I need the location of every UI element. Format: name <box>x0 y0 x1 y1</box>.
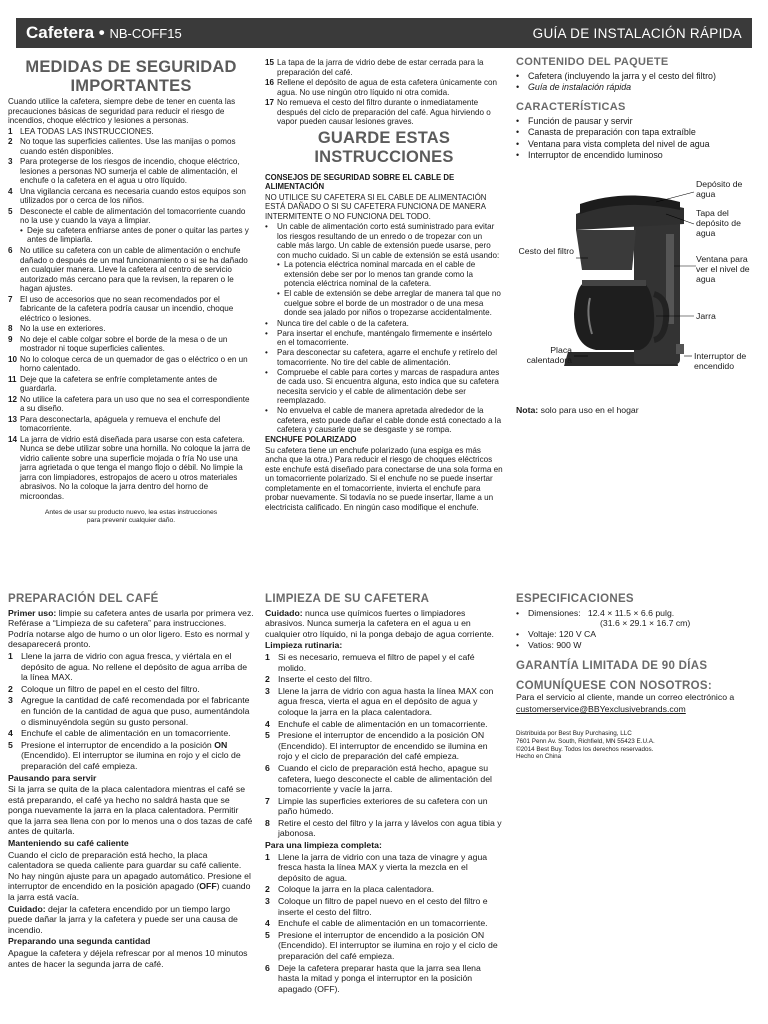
specs-section <box>516 594 756 761</box>
routine-cleaning-heading: Limpieza rutinaria: <box>265 640 343 651</box>
safety-item: 16 Rellene el depósito de agua de esta cafetera únicamente con agua. No use ningún otro líquido ni otra comida. <box>265 78 498 97</box>
safety-item: 10 No lo coloque cerca de un quemador de gas o eléctrico o en un horno calentado. <box>8 354 248 373</box>
safety-item: 13 Para desconectarla, apáguela y remueva el enchufe del tomacorriente. <box>8 414 221 433</box>
safety-list-continued <box>265 58 503 127</box>
contact-text: Para el servicio al cliente, mande un correo electrónico a <box>516 692 735 703</box>
safety-item: 4 Una vigilancia cercana es necesaria cuando estos equipos son utilizados por o cerca de los niños. <box>8 186 246 205</box>
brand-name: Cafetera <box>26 23 95 42</box>
safety-title: MEDIDAS DE SEGURIDAD IMPORTANTES <box>25 58 237 95</box>
safety-item: 3 Para protegerse de los riesgos de incendio, choque eléctrico, lesiones a personas NO sumerja el cable de alimentación, el enchufe o la cafetera en el agua u otro líquido. <box>8 157 240 185</box>
package-title: CONTENIDO DEL PAQUETE <box>516 56 669 68</box>
label-carafe: Jarra <box>696 311 716 321</box>
cleaning-step: 7 Limpie las superficies exteriores de su cafetera con un paño húmedo. <box>265 795 488 817</box>
cord-tip: • Para insertar el enchufe, manténgalo firmemente e insértelo en el tomacorriente. <box>265 329 503 348</box>
label-reservoir-lid: Tapa del depósito de agua <box>696 208 741 238</box>
header-bar <box>16 18 752 48</box>
specs-title: ESPECIFICACIONES <box>516 593 634 605</box>
specs-list <box>516 608 756 651</box>
cord-tips-list <box>265 222 503 435</box>
package-features-section <box>516 58 756 162</box>
contact-email-link[interactable]: customerservice@BBYexclusivebrands.com <box>516 703 686 714</box>
cleaning-step: 1 Si es necesario, remueva el filtro de papel y el café molido. <box>265 651 475 673</box>
feature-item: • Función de pausar y servir <box>516 116 756 127</box>
distribution-info: Distribuida por Best Buy Purchasing, LLC 7601 Penn Av. South, Richfield, MN 55423 E.U.A. ©2014 Best Buy. Todos los derechos reservados. Hecho en China <box>516 730 655 761</box>
label-water-reservoir: Depósito de agua <box>696 179 743 199</box>
prep-caution: Cuidado: dejar la cafetera encendido por un tiempo largo puede dañar la jarra y la cafetera y puede ser una causa de incendio. <box>8 903 238 935</box>
cord-tip: • Compruebe el cable para cortes y marcas de raspadura antes de cada uso. Si encuentra alguna, esto indica que su cafetera necesita servicio y el cable de alimentación debe ser reemplazado. <box>265 368 503 406</box>
title-separator: • <box>94 23 110 42</box>
contact-title: COMUNÍQUESE CON NOSOTROS: <box>516 679 712 692</box>
safety-item: 15 La tapa de la jarra de vidrio debe de estar cerrada para la preparación del café. <box>265 58 484 77</box>
features-list <box>516 116 756 162</box>
first-use-text: Primer uso: limpie su cafetera antes de usarla por primera vez. Reférase a “Limpieza de su cafetera” para instrucciones. Podría notarse algo de humo o un olor ligero. Esto es normal y desaparecerá pronto. <box>8 607 254 650</box>
package-item: • Cafetera (incluyendo la jarra y el cesto del filtro) <box>516 71 756 82</box>
keep-warm-text: Cuando el ciclo de preparación está hecho, la placa calentadora se queda caliente para guardar su café caliente. No hay ningún ajuste para un apagado automático. Presione el interruptor de encendido en la posición apagado (OFF) cuando la jarra está vacía. <box>8 849 251 903</box>
safety-item: 9 No deje el cable colgar sobre el borde de la mesa o de un mostrador ni toque superficies calientes. <box>8 334 228 353</box>
cord-tip: • No envuelva el cable de manera apretada alrededor de la cafetera, esto puede dañar el cable donde está conectado a la cafetera y causarle que se desgaste y se rompa. <box>265 406 503 435</box>
prep-title: PREPARACIÓN DEL CAFÉ <box>8 593 159 605</box>
prep-steps <box>8 651 254 772</box>
full-cleaning-steps <box>265 852 503 995</box>
label-water-window: Ventana para ver el nivel de agua <box>696 254 750 284</box>
cleaning-section <box>265 594 503 995</box>
cleaning-step: 2 Inserte el cesto del filtro. <box>265 674 373 685</box>
cord-tip: • Un cable de alimentación corto está suministrado para evitar los riesgos resultando de un enredo o de tropezar con un cable más largo. Un cable de extensión puede usarse, pero con mucho cuidado. Si un cable de extensión se está usando: • La potencia eléctrica nominal marcada en el cable de extensión debe ser por lo menos tan grande como la potencia eléctrica nominal de la cafetera. • El cable de extensión se debe arreglar de manera tal que no cuelgue sobre el borde de un mostrador o de una mesa donde sea jalado por niños o tropezarse accidentalmente. <box>265 222 503 318</box>
feature-item: • Ventana para vista completa del nivel de agua <box>516 139 756 150</box>
read-instructions-note: Antes de usar su producto nuevo, lea estas instrucciones para prevenir cualquier daño. <box>44 509 218 524</box>
safety-section <box>8 58 254 525</box>
warranty-title: GARANTÍA LIMITADA DE 90 DÍAS <box>516 659 708 672</box>
prep-step: 5 Presione el interruptor de encendido a la posición ON (Encendido). El interruptor se ilumina en rojo y el ciclo de preparación del café empieza. <box>8 739 241 771</box>
feature-item: • Canasta de preparación con tapa extraíble <box>516 127 756 138</box>
label-filter-basket: Cesto del filtro <box>518 246 574 256</box>
polarized-plug-heading: ENCHUFE POLARIZADO <box>265 435 357 444</box>
routine-cleaning-steps <box>265 652 503 839</box>
keep-instructions-title: GUARDE ESTAS INSTRUCCIONES <box>314 128 454 166</box>
prep-step: 1 Llene la jarra de vidrio con agua fresca, y viértala en el depósito de agua. No rellene el depósito de agua arriba de la línea MAX. <box>8 650 248 683</box>
second-batch-heading: Preparando una segunda cantidad <box>8 936 151 947</box>
safety-item: 12 No utilice la cafetera para un uso que no sea el correspondiente a su diseño. <box>8 394 250 413</box>
cleaning-step: 2 Coloque la jarra en la placa calentadora. <box>265 884 434 895</box>
guide-title: GUÍA DE INSTALACIÓN RÁPIDA <box>532 25 742 41</box>
safety-item: 5 Desconecte el cable de alimentación del tomacorriente cuando no la use y cuando la vaya a limpiar. • Deje su cafetera enfriarse antes de poner o quitar las partes y antes de limpiarla. <box>8 207 254 246</box>
safety-list <box>8 127 254 502</box>
cord-heading: CONSEJOS DE SEGURIDAD SOBRE EL CABLE DE ALIMENTACIÓN <box>265 172 455 191</box>
cleaning-step: 3 Llene la jarra de vidrio con agua hasta la línea MAX con agua fresca, vierta el agua en el depósito de agua y coloque la jarra en la placa calentadora. <box>265 685 494 717</box>
cleaning-step: 8 Retire el cesto del filtro y la jarra y lávelos con agua tibia y jabonosa. <box>265 817 502 839</box>
model-number: NB-COFF15 <box>109 26 182 41</box>
cleaning-step: 4 Enchufe el cable de alimentación en un tomacorriente. <box>265 718 488 729</box>
full-cleaning-heading: Para una limpieza completa: <box>265 840 382 851</box>
safety-sublist: • Deje su cafetera enfriarse antes de poner o quitar las partes y antes de limpiarla. <box>20 226 254 245</box>
safety-item: 7 El uso de accesorios que no sean recomendados por el fabricante de la cafetera podría causar un incendio, choque eléctrico o lesiones. <box>8 294 234 323</box>
coffee-prep-section <box>8 594 254 970</box>
cleaning-caution: Cuidado: nunca use químicos fuertes o limpiadores abrasivos. Nunca sumerja la cafetera en el agua u en cualquier otro líquido, ni la ponga debajo de agua corriente. <box>265 607 494 639</box>
cleaning-step: 6 Deje la cafetera preparar hasta que la jarra sea llena hasta la mitad y ponga el interruptor en la posición apagado (OFF). <box>265 962 481 994</box>
safety-item: 11 Deje que la cafetera se enfríe completamente antes de guardarla. <box>8 374 218 393</box>
extension-cord-list: • La potencia eléctrica nominal marcada en el cable de extensión debe ser por lo menos tan grande como la potencia eléctrica nominal de la cafetera. • El cable de extensión se debe arreglar de manera tal que no cuelgue sobre el borde de un mostrador o de una mesa donde sea jalado por niños o tropezarse accidentalmente. <box>277 260 503 318</box>
prep-step: 3 Agregue la cantidad de café recomendada por el fabricante en función de la cantidad de agua que puso, aumentándola o disminuyéndola según su gusto personal. <box>8 695 250 727</box>
spec-voltage: • Voltaje: 120 V CA <box>516 629 756 640</box>
cord-tip: • Nunca tire del cable o de la cafetera. <box>265 319 503 329</box>
feature-item: • Interruptor de encendido luminoso <box>516 150 756 161</box>
prep-step: 4 Enchufe el cable de alimentación en un tomacorriente. <box>8 728 231 739</box>
package-item: • Guía de instalación rápida <box>516 82 756 93</box>
safety-item: 14 La jarra de vidrio está diseñada para usarse con esta cafetera. Nunca se debe utilizar sobre una hornilla. No coloque la jarra de vidrio caliente sobre una superficie mojada o fría No use una jarra agrietada o que tenga el mango flojo o débil. No limpie la jarra con limpiadores, estropajos de acero u otros materiales abrasivos. No la coloque la jarra dentro del horno de microondas. <box>8 434 251 501</box>
cleaning-title: LIMPIEZA DE SU CAFETERA <box>265 593 430 605</box>
cord-tip: • Para desconectar su cafetera, agarre el enchufe y retírelo del tomacorriente. No tire del cable de alimentación. <box>265 348 503 367</box>
safety-item: 8 No la use en exteriores. <box>8 324 106 333</box>
safety-item: 2 No toque las superficies calientes. Use las manijas o pomos cuando estén disponibles. <box>8 137 236 156</box>
spec-dimensions: • Dimensiones: 12.4 × 11.5 × 6.6 pulg. (31.6 × 29.1 × 16.7 cm) <box>516 608 756 629</box>
coffee-maker-diagram <box>516 174 756 396</box>
features-title: CARACTERÍSTICAS <box>516 101 626 113</box>
cleaning-step: 6 Cuando el ciclo de preparación está hecho, apague su cafetera, luego desconecte el cable de alimentación del tomacorriente y vacíe la jarra. <box>265 762 492 795</box>
keep-warm-heading: Manteniendo su café caliente <box>8 838 129 849</box>
safety-item: 6 No utilice su cafetera con un cable de alimentación o enchufe dañado o después de un mal funcionamiento o si se ha dañado en cualquier manera. Lleve la cafetera al centro de servicio autorizado más cercano para que la revisen, la reparen o le hagan ajustes. <box>8 246 248 293</box>
safety-item: 1 LEA TODAS LAS INSTRUCCIONES. <box>8 126 154 136</box>
cord-warning: NO UTILICE SU CAFETERA SI EL CABLE DE ALIMENTACIÓN ESTÁ DAÑADO O SI SU CAFETERA FUNCIONA DE MANERA INTERMITENTE O NO FUNCIONA DEL TODO. <box>265 192 487 221</box>
cleaning-step: 4 Enchufe el cable de alimentación en un tomacorriente. <box>265 918 488 929</box>
spec-watts: • Vatios: 900 W <box>516 640 756 651</box>
safety-intro: Cuando utilice la cafetera, siempre debe de tener en cuenta las precauciones básicas de seguridad para reducir el riesgo de incendios, choque eléctrico y lesiones a personas. <box>8 97 236 125</box>
prep-step: 2 Coloque un filtro de papel en el cesto del filtro. <box>8 683 200 694</box>
safety-continued-section <box>265 58 503 513</box>
cleaning-step: 5 Presione el interruptor de encendido a la posición ON (Encendido). El interruptor de encendido se ilumina en rojo y el ciclo de preparación del café empieza. <box>265 730 488 762</box>
label-power-switch: Interruptor de encendido <box>694 351 747 371</box>
safety-item: 17 No remueva el cesto del filtro durante o inmediatamente después del ciclo de preparación del café. Agua hirviendo o vapor pueden causar lesiones graves. <box>265 98 491 126</box>
cleaning-step: 5 Presione el interruptor de encendido a la posición ON (Encendido). El interruptor se ilumina en rojo y el ciclo de preparación del café empieza. <box>265 929 498 961</box>
second-batch-text: Apague la cafetera y déjela refrescar por al menos 10 minutos antes de hacer la segunda jarra de café. <box>8 948 248 969</box>
pause-text: Si la jarra se quita de la placa calentadora mientras el café se está preparando, el café ya hecho no saldrá hasta que se ponga nuevamente la jarra en la placa calentadora. Permitir que la jarra sea llena con por lo menos una o dos tazas de café antes de quitarla. <box>8 784 253 837</box>
pause-heading: Pausando para servir <box>8 772 97 783</box>
polarized-plug-text: Su cafetera tiene un enchufe polarizado (una espiga es más ancha que la otra.) Para reducir el riesgo de choques eléctricos este enchufe está diseñado para conectarse de una sola forma en un tomacorriente polarizado. Si el enchufe no se puede insertar completamente en el tomacorriente, invierta el enchufe para probar nuevamente. Si todavía no se puede insertar, llame a un electricista calificado. En ningún caso modifique el enchufe. <box>265 445 503 512</box>
label-warming-plate: Placa calentadora <box>526 345 572 365</box>
package-list <box>516 71 756 94</box>
cleaning-step: 1 Llene la jarra de vidrio con una taza de vinagre y agua fresca hasta la línea MAX y vierta la mezcla en el depósito de agua. <box>265 851 488 883</box>
product-title <box>26 23 182 43</box>
household-use-note: Nota: solo para uso en el hogar <box>516 405 639 415</box>
cleaning-step: 3 Coloque un filtro de papel nuevo en el cesto del filtro e inserte el cesto del filtro. <box>265 896 488 917</box>
